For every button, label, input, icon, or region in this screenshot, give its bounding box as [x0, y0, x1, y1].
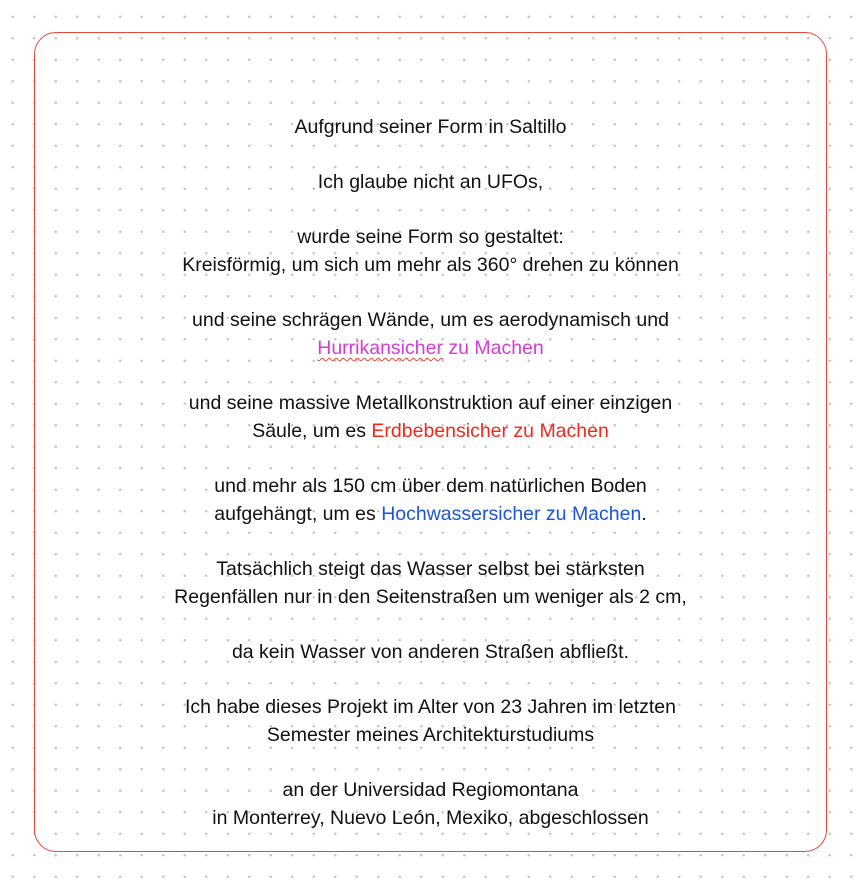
- text-line: Ich habe dieses Projekt im Alter von 23 Jahren im letzten: [184, 696, 676, 718]
- text-line: und seine schrägen Wände, um es aerodynamisch und: [192, 309, 669, 331]
- text-segment: Säule, um es: [252, 420, 372, 442]
- paragraph-3: [35, 223, 826, 279]
- text-line: Kreisförmig, um sich um mehr als 360° drehen zu können: [182, 254, 679, 276]
- paragraph-10: [35, 776, 826, 832]
- paragraph-5: [35, 389, 826, 445]
- text-line: in Monterrey, Nuevo León, Mexiko, abgeschlossen: [212, 807, 649, 829]
- text-line: da kein Wasser von anderen Straßen abfließt.: [231, 641, 630, 663]
- text-segment: .: [641, 503, 647, 525]
- paragraph-8: [35, 638, 826, 666]
- text-line: an der Universidad Regiomontana: [282, 779, 579, 801]
- text-line: Regenfällen nur in den Seitenstraßen um weniger als 2 cm,: [174, 586, 687, 608]
- highlighted-text: Erdbebensicher zu Machen: [371, 420, 609, 442]
- text-card: [34, 32, 827, 852]
- text-line: und seine massive Metallkonstruktion auf einer einzigen: [188, 392, 673, 414]
- text-segment: aufgehängt, um es: [214, 503, 382, 525]
- text-line: Semester meines Architekturstudiums: [266, 724, 595, 746]
- text-line: wurde seine Form so gestaltet:: [297, 226, 564, 248]
- text-line: [35, 334, 826, 362]
- highlighted-text: zu Machen: [442, 337, 544, 359]
- text-line: Aufgrund seiner Form in Saltillo: [294, 116, 567, 138]
- card-content: [35, 113, 826, 859]
- paragraph-4: [35, 306, 826, 362]
- paragraph-9: [35, 693, 826, 749]
- text-line: [35, 500, 826, 528]
- paragraph-6: [35, 472, 826, 528]
- text-line: Tatsächlich steigt das Wasser selbst bei stärksten: [216, 558, 645, 580]
- paragraph-7: [35, 555, 826, 611]
- text-line: Ich glaube nicht an UFOs,: [317, 171, 544, 193]
- text-line: [35, 417, 826, 445]
- misspelled-word[interactable]: Hurrikansicher: [317, 337, 443, 359]
- paragraph-1: [35, 113, 826, 141]
- paragraph-2: [35, 168, 826, 196]
- text-line: und mehr als 150 cm über dem natürlichen Boden: [214, 475, 647, 497]
- highlighted-text: Hochwassersicher zu Machen: [381, 503, 642, 525]
